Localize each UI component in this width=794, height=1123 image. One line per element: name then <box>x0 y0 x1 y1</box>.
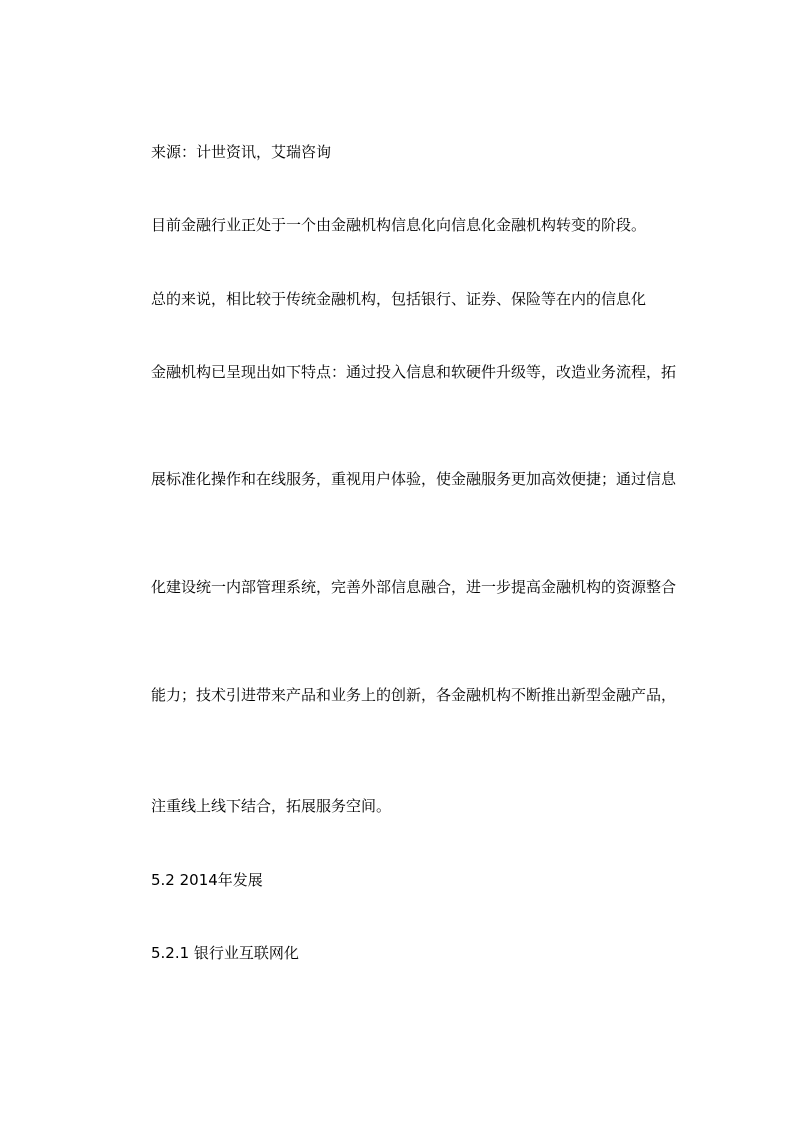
body-paragraph-1: 目前金融行业正处于一个由金融机构信息化向信息化金融机构转变的阶段。 <box>151 216 647 234</box>
body-paragraph-3: 金融机构已呈现出如下特点：通过投入信息和软硬件升级等，改造业务流程，拓 <box>151 363 677 381</box>
body-paragraph-2: 总的来说，相比较于传统金融机构，包括银行、证券、保险等在内的信息化 <box>151 290 647 308</box>
body-paragraph-7: 注重线上线下结合，拓展服务空间。 <box>151 797 392 815</box>
body-paragraph-5: 化建设统一内部管理系统，完善外部信息融合，进一步提高金融机构的资源整合 <box>151 578 677 596</box>
section-heading-5-2-1: 5.2.1 银行业互联网化 <box>151 944 299 962</box>
section-heading-5-2: 5.2 2014年发展 <box>151 871 263 889</box>
body-paragraph-4: 展标准化操作和在线服务，重视用户体验，使金融服务更加高效便捷；通过信息 <box>151 470 677 488</box>
source-line: 来源：计世资讯，艾瑞咨询 <box>151 143 332 161</box>
body-paragraph-6: 能力；技术引进带来产品和业务上的创新，各金融机构不断推出新型金融产品， <box>151 686 677 704</box>
